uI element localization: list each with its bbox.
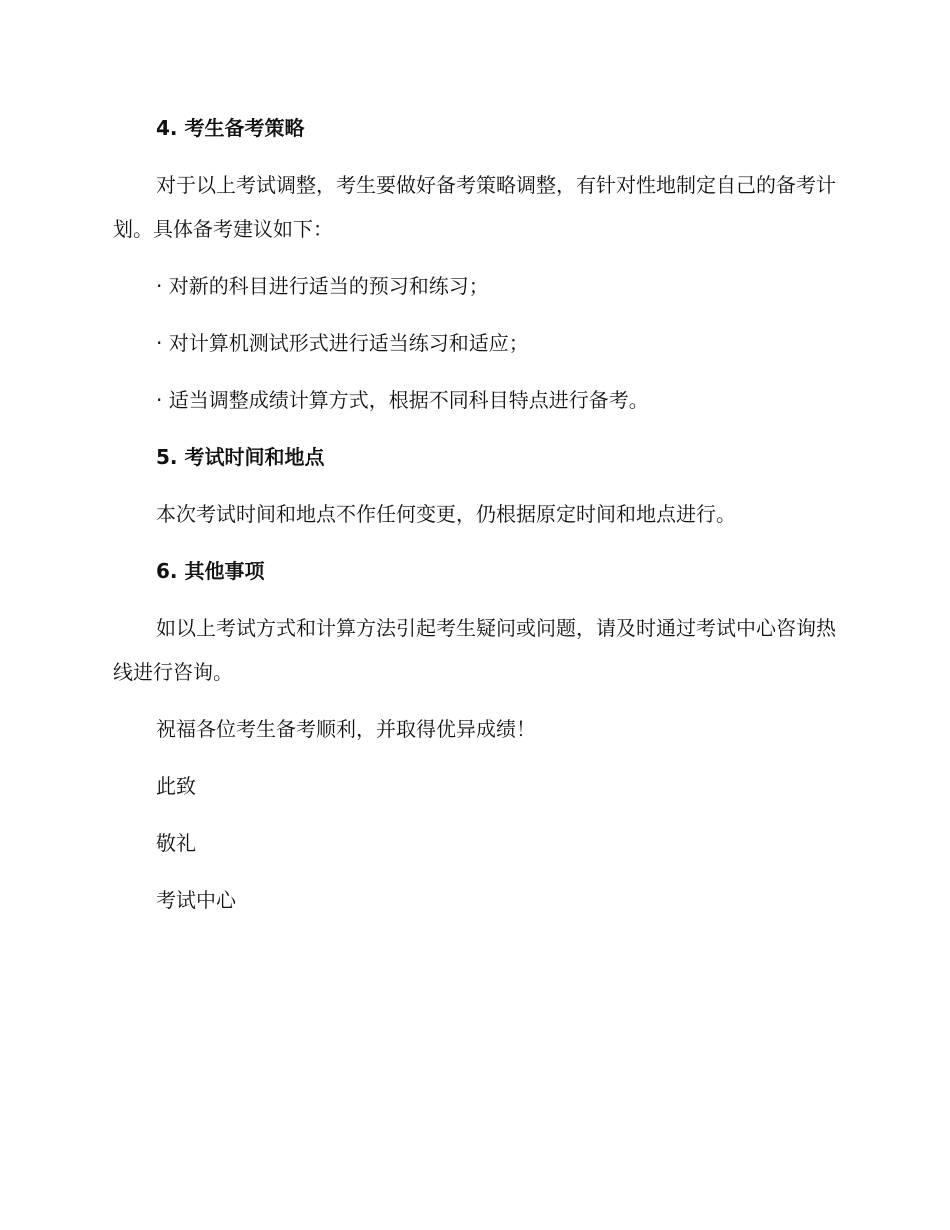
section-heading-prep-strategy: 4. 考生备考策略 xyxy=(156,116,305,140)
closing-wish: 祝福各位考生备考顺利，并取得优异成绩！ xyxy=(156,717,536,741)
other-matters-body: 如以上考试方式和计算方法引起考生疑问或问题，请及时通过考试中心咨询热线进行咨询。 xyxy=(113,616,836,684)
prep-strategy-intro: 对于以上考试调整，考生要做好备考策略调整，有针对性地制定自己的备考计划。具体备考建议如下： xyxy=(113,173,836,241)
list-item: · 对新的科目进行适当的预习和练习； xyxy=(156,274,489,298)
list-item: · 对计算机测试形式进行适当练习和适应； xyxy=(156,331,529,355)
closing-salutation-1: 此致 xyxy=(156,774,196,798)
list-item: · 适当调整成绩计算方式，根据不同科目特点进行备考。 xyxy=(156,388,649,412)
closing-salutation-2: 敬礼 xyxy=(156,831,196,855)
section-heading-time-location: 5. 考试时间和地点 xyxy=(156,445,325,469)
time-location-body: 本次考试时间和地点不作任何变更，仍根据原定时间和地点进行。 xyxy=(156,502,736,526)
signature: 考试中心 xyxy=(156,888,236,912)
document-body xyxy=(113,106,838,935)
section-heading-other-matters: 6. 其他事项 xyxy=(156,559,265,583)
